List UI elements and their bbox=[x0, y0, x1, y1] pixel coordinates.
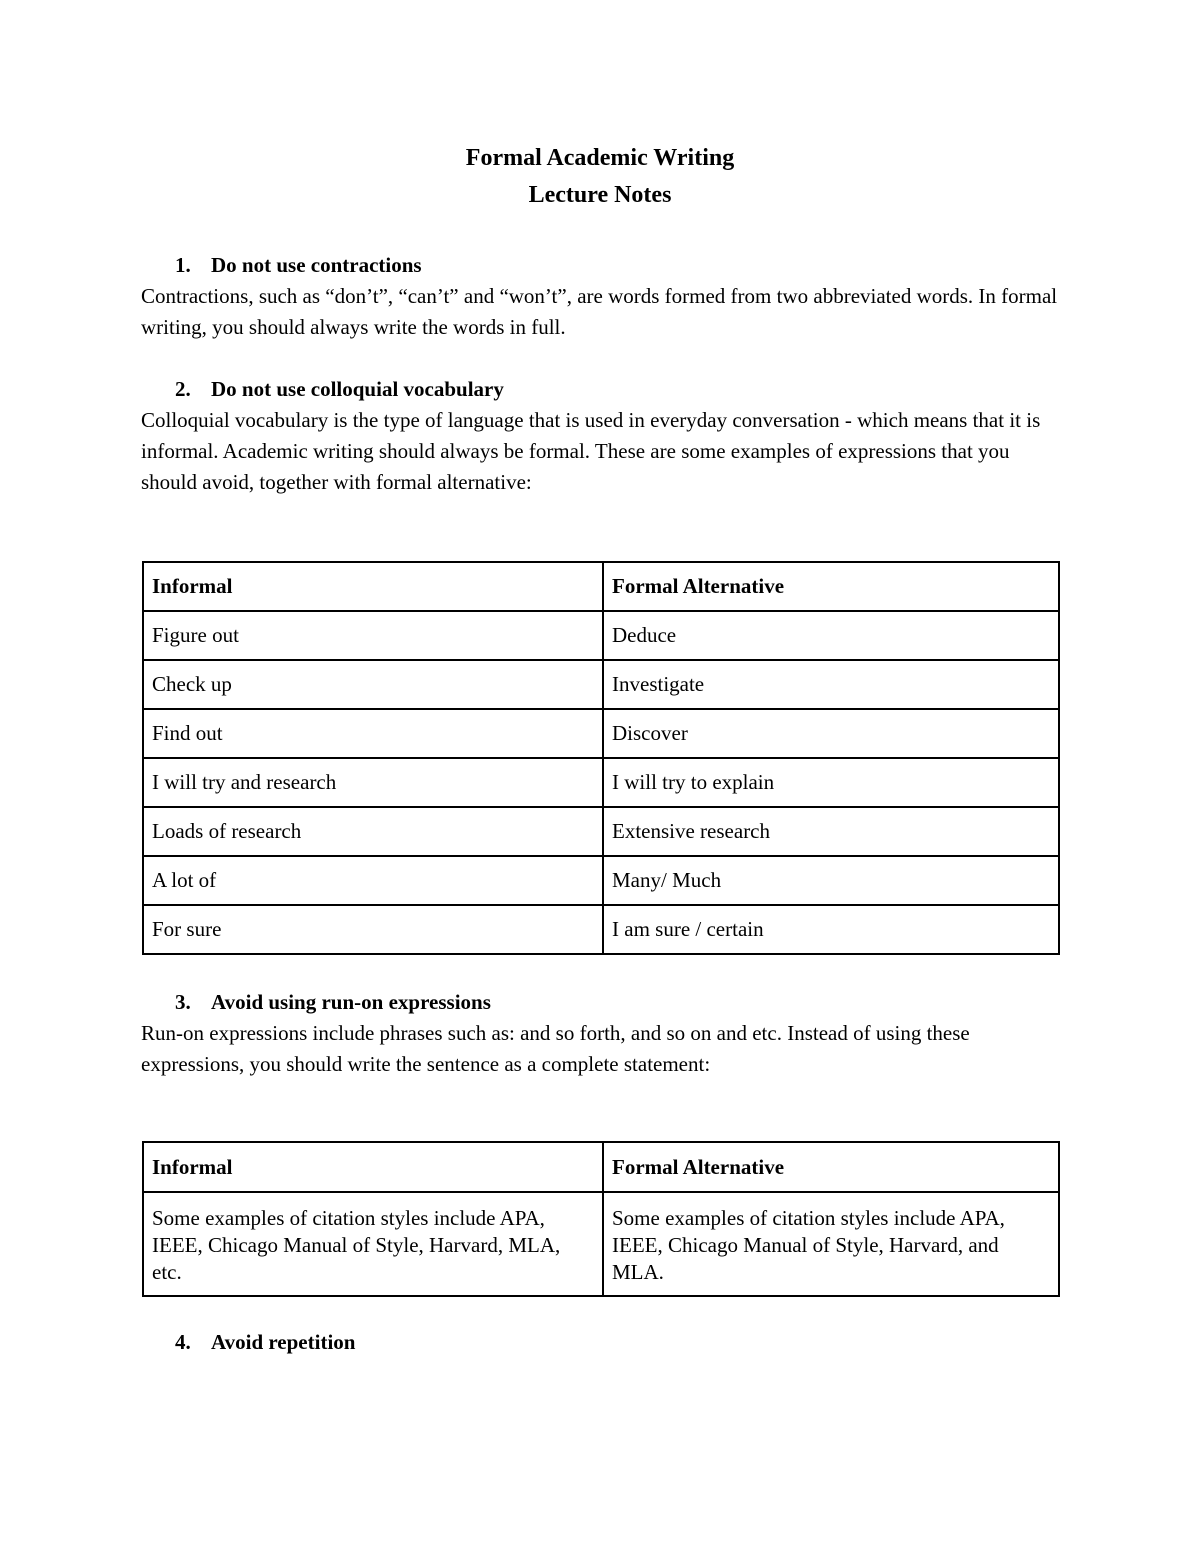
table-row bbox=[143, 660, 1059, 709]
section-4-number: 4. bbox=[175, 1330, 191, 1354]
section-4-title: Avoid repetition bbox=[211, 1330, 356, 1354]
formal-cell: I am sure / certain bbox=[603, 905, 1059, 954]
table-row bbox=[143, 709, 1059, 758]
table-row bbox=[143, 807, 1059, 856]
colloquial-vocabulary-table bbox=[142, 561, 1060, 955]
informal-cell: For sure bbox=[143, 905, 603, 954]
document-title: Formal Academic Writing bbox=[465, 145, 735, 171]
formal-cell: Extensive research bbox=[603, 807, 1059, 856]
section-1-heading bbox=[175, 251, 422, 279]
formal-cell: Investigate bbox=[603, 660, 1059, 709]
table-header-row bbox=[143, 1142, 1059, 1192]
informal-cell: I will try and research bbox=[143, 758, 603, 807]
section-4-heading bbox=[175, 1328, 355, 1356]
section-2-title: Do not use colloquial vocabulary bbox=[211, 377, 504, 401]
table-row bbox=[143, 856, 1059, 905]
section-1-paragraph: Contractions, such as “don’t”, “can’t” and “won’t”, are words formed from two abbreviated words. In formal writing, you should always write the words in full. bbox=[141, 284, 1058, 339]
table-header-row bbox=[143, 562, 1059, 611]
section-1-title: Do not use contractions bbox=[211, 253, 422, 277]
section-3-paragraph: Run-on expressions include phrases such as: and so forth, and so on and etc. Instead of using these expressions, you should write the sentence as a complete statement: bbox=[141, 1021, 970, 1076]
formal-cell: Deduce bbox=[603, 611, 1059, 660]
table-header-informal: Informal bbox=[143, 1142, 603, 1192]
formal-cell: Some examples of citation styles include APA, IEEE, Chicago Manual of Style, Harvard, and MLA. bbox=[603, 1192, 1059, 1296]
section-3-number: 3. bbox=[175, 990, 191, 1014]
table-row bbox=[143, 758, 1059, 807]
table-row bbox=[143, 611, 1059, 660]
table-header-formal: Formal Alternative bbox=[603, 562, 1059, 611]
table-header-informal: Informal bbox=[143, 562, 603, 611]
section-3-title: Avoid using run-on expressions bbox=[211, 990, 491, 1014]
section-1-number: 1. bbox=[175, 253, 191, 277]
run-on-expressions-table bbox=[142, 1141, 1060, 1297]
table-row bbox=[143, 1192, 1059, 1296]
informal-cell: Some examples of citation styles include APA, IEEE, Chicago Manual of Style, Harvard, MLA, etc. bbox=[143, 1192, 603, 1296]
table-row bbox=[143, 905, 1059, 954]
section-3-heading bbox=[175, 988, 491, 1016]
table-header-formal: Formal Alternative bbox=[603, 1142, 1059, 1192]
informal-cell: Figure out bbox=[143, 611, 603, 660]
document-subtitle: Lecture Notes bbox=[528, 182, 672, 208]
formal-cell: I will try to explain bbox=[603, 758, 1059, 807]
formal-cell: Many/ Much bbox=[603, 856, 1059, 905]
formal-cell: Discover bbox=[603, 709, 1059, 758]
informal-cell: Check up bbox=[143, 660, 603, 709]
informal-cell: Find out bbox=[143, 709, 603, 758]
informal-cell: Loads of research bbox=[143, 807, 603, 856]
informal-cell: A lot of bbox=[143, 856, 603, 905]
section-2-number: 2. bbox=[175, 377, 191, 401]
section-2-heading bbox=[175, 375, 504, 403]
section-2-paragraph: Colloquial vocabulary is the type of language that is used in everyday conversation - which means that it is informal. Academic writing should always be formal. These are some examples of expressions that you should avoid, together with formal alternative: bbox=[141, 408, 1041, 494]
